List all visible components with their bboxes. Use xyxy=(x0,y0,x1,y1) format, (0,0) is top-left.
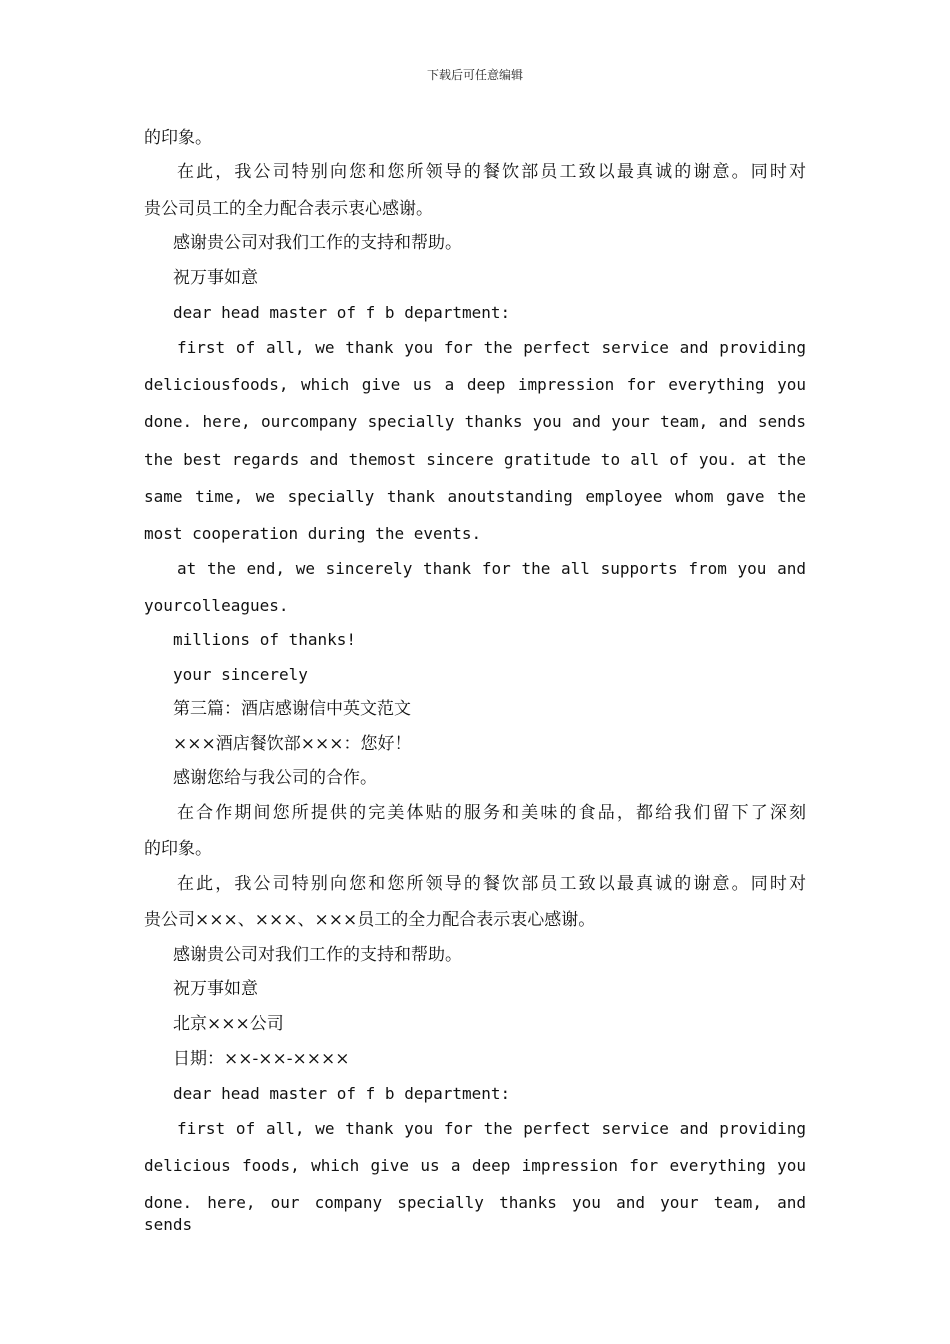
paragraph-line: your sincerely xyxy=(173,665,308,684)
paragraph-line: done. here, ourcompany specially thanks you and your team, and sends xyxy=(144,412,806,431)
paragraph-line: dear head master of f b department: xyxy=(173,303,511,322)
paragraph-line: same time, we specially thank anoutstanding employee whom gave the xyxy=(144,487,806,506)
paragraph-line: first of all, we thank you for the perfect service and providing xyxy=(177,1119,806,1138)
paragraph-line: ×××酒店餐饮部×××：您好！ xyxy=(173,734,412,754)
paragraph-line: at the end, we sincerely thank for the all supports from you and xyxy=(177,559,806,578)
paragraph-line: 贵公司员工的全力配合表示衷心感谢。 xyxy=(144,199,433,219)
paragraph-line: 的印象。 xyxy=(144,128,212,148)
paragraph-line: deliciousfoods, which give us a deep impression for everything you xyxy=(144,375,806,394)
page-header: 下载后可任意编辑 xyxy=(426,68,523,82)
paragraph-line: 祝万事如意 xyxy=(173,979,258,999)
paragraph-line: dear head master of f b department: xyxy=(173,1084,511,1103)
paragraph-line: 在此，我公司特别向您和您所领导的餐饮部员工致以最真诚的谢意。同时对 xyxy=(177,162,806,182)
paragraph-line: 贵公司×××、×××、×××员工的全力配合表示衷心感谢。 xyxy=(144,910,596,930)
paragraph-line: 感谢贵公司对我们工作的支持和帮助。 xyxy=(173,233,462,253)
paragraph-line: most cooperation during the events. xyxy=(144,524,482,543)
paragraph-line: 在合作期间您所提供的完美体贴的服务和美味的食品，都给我们留下了深刻 xyxy=(177,803,806,823)
paragraph-line: 祝万事如意 xyxy=(173,268,258,288)
paragraph-line: first of all, we thank you for the perfect service and providing xyxy=(177,338,806,357)
paragraph-line: 在此，我公司特别向您和您所领导的餐饮部员工致以最真诚的谢意。同时对 xyxy=(177,874,806,894)
paragraph-line: 感谢贵公司对我们工作的支持和帮助。 xyxy=(173,945,462,965)
paragraph-line: 日期：××-××-×××× xyxy=(173,1049,350,1069)
paragraph-line: 感谢您给与我公司的合作。 xyxy=(173,768,377,788)
paragraph-line: the best regards and themost sincere gratitude to all of you. at the xyxy=(144,450,806,469)
paragraph-line: done. here, our company specially thanks you and your team, and sends xyxy=(144,1193,806,1234)
section-heading: 第三篇：酒店感谢信中英文范文 xyxy=(173,699,411,719)
paragraph-line: delicious foods, which give us a deep impression for everything you xyxy=(144,1156,806,1175)
paragraph-line: 北京×××公司 xyxy=(173,1014,284,1034)
paragraph-line: yourcolleagues. xyxy=(144,596,289,615)
paragraph-line: millions of thanks! xyxy=(173,630,357,649)
paragraph-line: 的印象。 xyxy=(144,839,212,859)
